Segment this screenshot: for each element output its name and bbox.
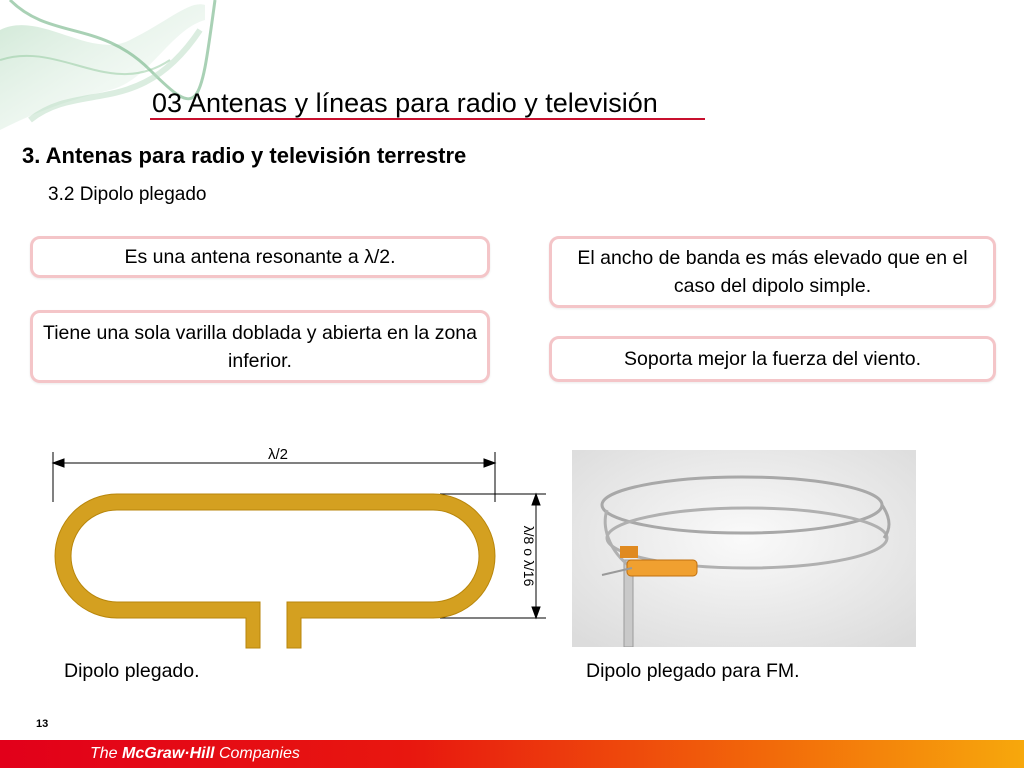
publisher-logo xyxy=(90,745,300,763)
info-box-resonant xyxy=(30,236,490,278)
info-box-wind xyxy=(549,336,996,382)
section-heading: 3. Antenas para radio y televisión terrestre xyxy=(22,143,467,168)
title-underline xyxy=(150,118,705,120)
folded-dipole-diagram xyxy=(40,440,560,650)
page-number: 13 xyxy=(36,718,49,730)
height-label: λ/8 o λ/16 xyxy=(521,525,537,587)
brand-prefix: The xyxy=(90,745,118,762)
subsection-heading: 3.2 Dipolo plegado xyxy=(48,184,207,205)
info-box-bandwidth xyxy=(549,236,996,308)
brand-suffix: Companies xyxy=(218,745,300,762)
folded-dipole-shape xyxy=(55,494,495,648)
brand-name: McGraw·Hill xyxy=(122,745,215,762)
info-box-text: El ancho de banda es más elevado que en el caso del dipolo simple. xyxy=(577,247,968,297)
width-label: λ/2 xyxy=(267,446,289,463)
diagram-caption: Dipolo plegado. xyxy=(64,660,200,682)
info-box-text: Es una antena resonante a λ/2. xyxy=(124,246,396,268)
info-box-text: Tiene una sola varilla doblada y abierta en la zona inferior. xyxy=(43,321,477,372)
footer-bar xyxy=(0,740,1024,768)
fm-dipole-photo xyxy=(572,450,916,647)
photo-caption: Dipolo plegado para FM. xyxy=(586,660,800,682)
info-box-rod xyxy=(30,310,490,383)
info-box-text: Soporta mejor la fuerza del viento. xyxy=(624,348,921,370)
slide-title: 03 Antenas y líneas para radio y televisión xyxy=(152,88,658,118)
